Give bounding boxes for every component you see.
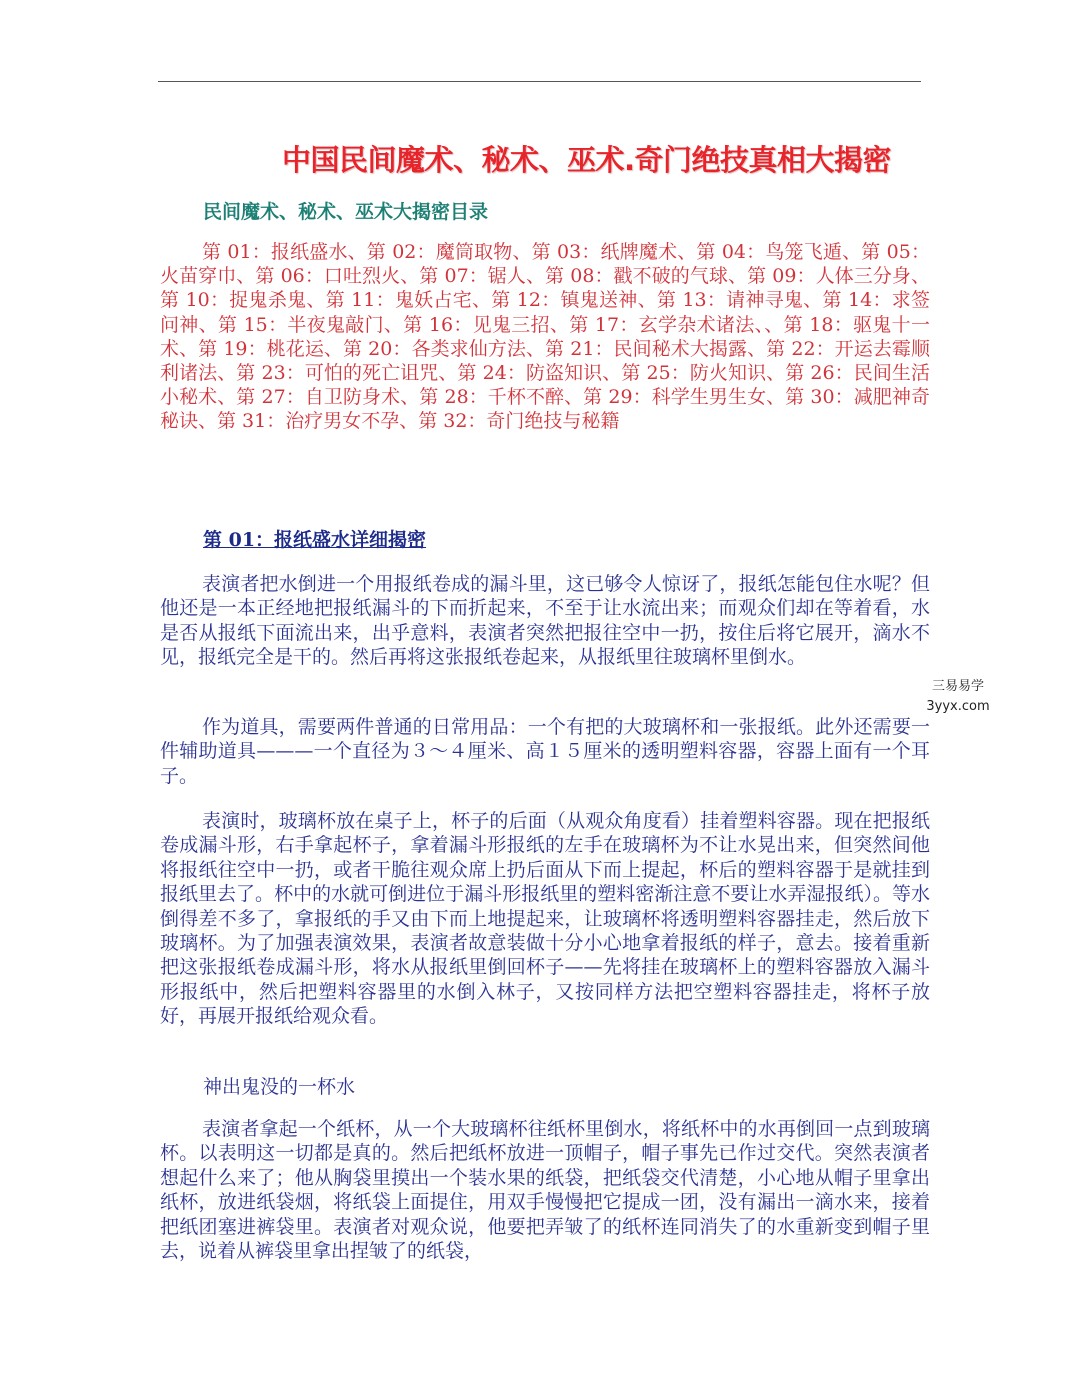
document-title: 中国民间魔术、秘术、巫术.奇门绝技真相大揭密 <box>282 143 892 177</box>
paragraph-3: 表演时，玻璃杯放在桌子上，杯子的后面（从观众角度看）挂着塑料容器。现在把报纸卷成漏斗形，右手拿起杯子，拿着漏斗形报纸的左手在玻璃杯为不让水晃出来，但突然间他将报纸往空中一扔，或者干脆往观众席上扔后面从下而上提起，杯后的塑料容器于是就挂到报纸里去了。杯中的水就可倒进位于漏斗形报纸里的塑料密渐注意不要让水弄湿报纸）。等水倒得差不多了，拿报纸的手又由下而上地提起来，让玻璃杯将透明塑料容器挂走，然后放下玻璃杯。为了加强表演效果，表演者故意装做十分小心地拿着报纸的样子，意去。接着重新把这张报纸卷成漏斗形，将水从报纸里倒回杯子——先将挂在玻璃杯上的塑料容器放入漏斗形报纸中，然后把塑料容器里的水倒入林子，又按同样方法把空塑料容器挂走，将杯子放好，再展开报纸给观众看。 <box>160 810 930 1028</box>
toc-list: 第 01：报纸盛水、第 02：魔筒取物、第 03：纸牌魔术、第 04：鸟笼飞遁、第 05：火苗穿巾、第 06：口吐烈火、第 07：锯人、第 08：戳不破的气球、第 09：人体三分身、第 10：捉鬼杀鬼、第 11：鬼妖占宅、第 12：镇鬼送神、第 13：请神寻鬼、第 14：求签问神、第 15：半夜鬼敲门、第 16：见鬼三招、第 17：玄学杂术诸法、、第 18：驱鬼十一术、第 19：桃花运、第 20：各类求仙方法、第 21：民间秘术大揭露、第 22：开运去霉顺利诸法、第 23：可怕的死亡诅咒、第 24：防盗知识、第 25：防火知识、第 26：民间生活小秘术、第 27：自卫防身术、第 28：千杯不醉、第 29：科学生男生女、第 30：减肥神奇秘诀、第 31：治疗男女不孕、第 32：奇门绝技与秘籍 <box>160 241 930 433</box>
sub-heading: 神出鬼没的一杯水 <box>203 1076 356 1098</box>
watermark-name: 三易易学 <box>931 679 984 694</box>
toc-heading: 民间魔术、秘术、巫术大揭密目录 <box>203 201 489 223</box>
watermark <box>918 677 998 717</box>
paragraph-4: 表演者拿起一个纸杯，从一个大玻璃杯往纸杯里倒水，将纸杯中的水再倒回一点到玻璃杯。以表明这一切都是真的。然后把纸杯放进一顶帽子，帽子事先已作过交代。突然表演者想起什么来了；他从胸袋里摸出一个装水果的纸袋，把纸袋交代清楚，小心地从帽子里拿出纸杯，放进纸袋烟，将纸袋上面提住，用双手慢慢把它提成一团，没有漏出一滴水来，接着把纸团塞进裤袋里。表演者对观众说，他要把弄皱了的纸杯连同消失了的水重新变到帽子里去，说着从裤袋里拿出捏皱了的纸袋， <box>160 1118 930 1263</box>
paragraph-2: 作为道具，需要两件普通的日常用品：一个有把的大玻璃杯和一张报纸。此外还需要一件辅助道具———一个直径为３～４厘米、高１５厘米的透明塑料容器，容器上面有一个耳子。 <box>160 716 930 787</box>
top-rule <box>158 81 921 82</box>
watermark-url: 3yyx.com <box>926 699 990 714</box>
paragraph-1: 表演者把水倒进一个用报纸卷成的漏斗里，这已够令人惊讶了，报纸怎能包住水呢？但他还是一本正经地把报纸漏斗的下而折起来，不至于让水流出来；而观众们却在等着看，水是否从报纸下面流出来，出乎意料，表演者突然把报往空中一扔，按住后将它展开，滴水不见，报纸完全是干的。然后再将这张报纸卷起来，从报纸里往玻璃杯里倒水。 <box>160 573 930 669</box>
section-heading: 第 01：报纸盛水详细揭密 <box>203 529 427 551</box>
